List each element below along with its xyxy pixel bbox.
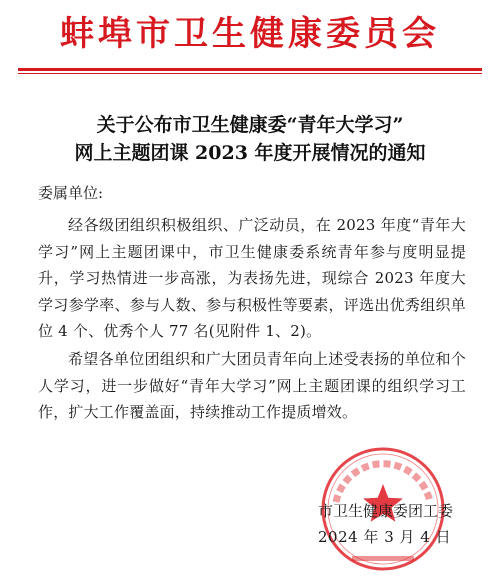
signature-date: 2024 年 3 月 4 日 xyxy=(318,528,452,546)
salutation: 委属单位: xyxy=(38,184,104,202)
letterhead-rule-thick xyxy=(18,68,482,71)
notice-title-line-1: 关于公布市卫生健康委“青年大学习” xyxy=(96,114,404,136)
letterhead-title: 蚌埠市卫生健康委员会 xyxy=(60,14,440,54)
signature-organization: 市卫生健康委团工委 xyxy=(318,502,454,520)
body-paragraph-2: 希望各单位团组织和广大团员青年向上述受表扬的单位和个人学习，进一步做好“青年大学习”网上主题团课的组织学习工作，扩大工作覆盖面，持续推动工作提质增效。 xyxy=(38,350,466,421)
seal-code-strip xyxy=(352,556,414,561)
notice-title-line-2: 网上主题团课 2023 年度开展情况的通知 xyxy=(74,142,426,164)
letterhead-rule-thin xyxy=(18,73,482,74)
body-paragraph-1: 经各级团组织积极组织、广泛动员，在 2023 年度“青年大学习”网上主题团课中，市卫生健康委系统青年参与度明显提升，学习热情进一步高涨，为表扬先进，现综合 2023 年度大学习参学率、参与人数、参与积极性等要素，评选出优秀组织单位 4 个、优秀个人 77 名(见附件 1、2)。 xyxy=(38,216,466,340)
